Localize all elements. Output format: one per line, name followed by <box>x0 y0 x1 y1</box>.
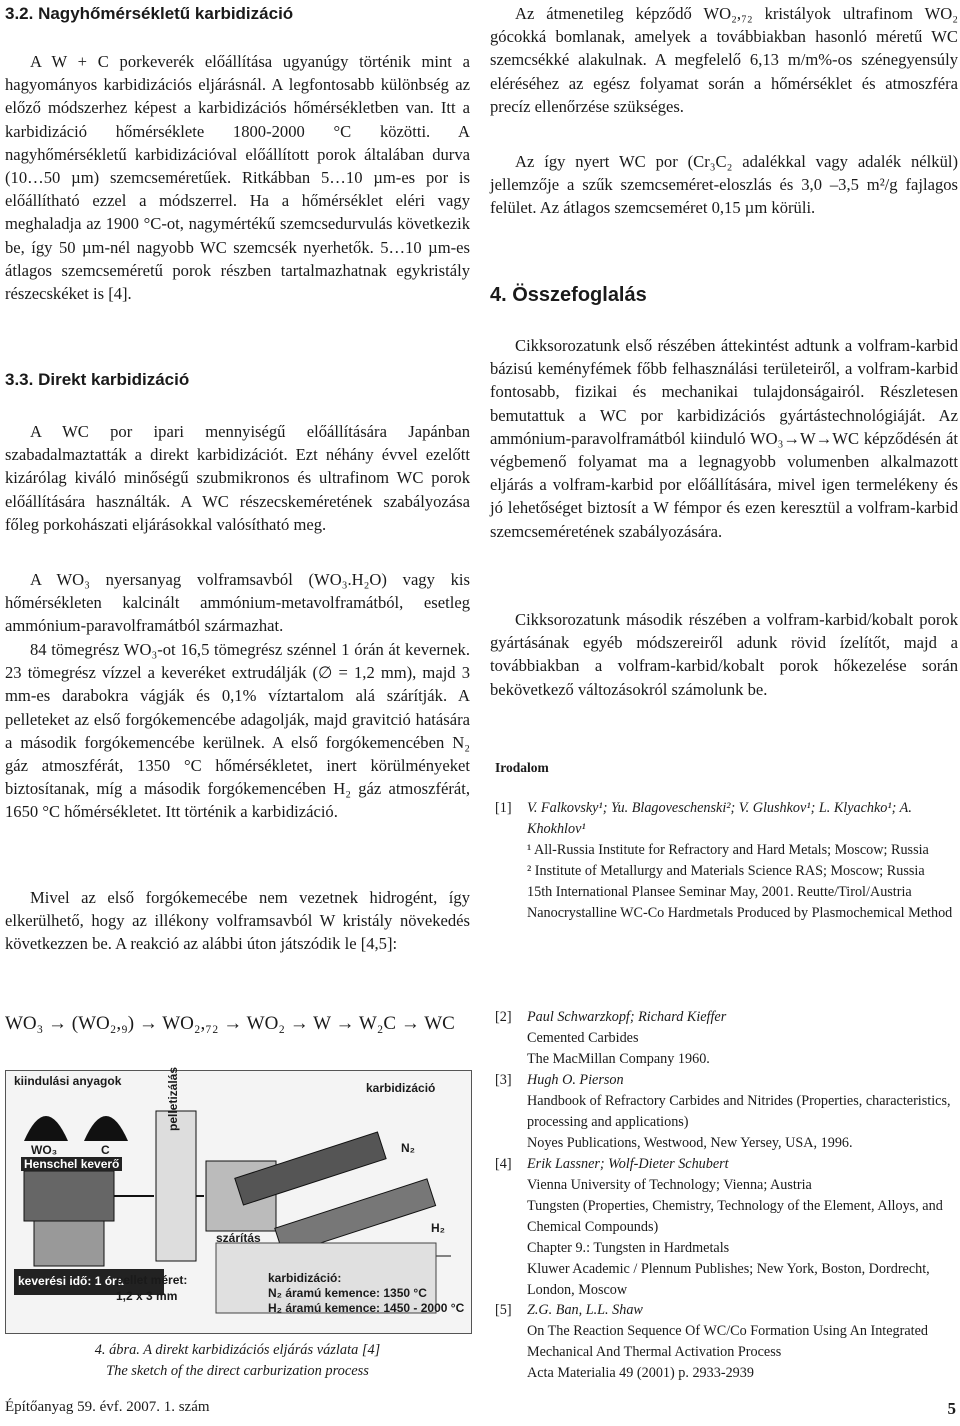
ref-line: On The Reaction Sequence Of WC/Co Formation Using An Integrated Mechanical And Thermal Activation Process <box>527 1323 928 1360</box>
fig-label-c: C <box>101 1143 110 1157</box>
fig-label-wo3: WO₃ <box>31 1143 58 1157</box>
ref-authors: Hugh O. Pierson <box>527 1072 624 1088</box>
ref-line: Handbook of Refractory Carbides and Nitrides (Properties, characteristics, processing and applications) <box>527 1093 951 1130</box>
fig-label-mix-time: keverési idő: 1 óra <box>18 1274 124 1288</box>
process-diagram <box>5 1066 472 1334</box>
section-heading-3-2: 3.2. Nagyhőmérsékletű karbidizáció <box>5 4 294 23</box>
ref-number: [3] <box>495 1072 512 1088</box>
ref-authors: Paul Schwarzkopf; Richard Kieffer <box>527 1009 727 1025</box>
paragraph: A WC por ipari mennyiségű előállítására Japánban szabadalmaztatták a direkt karbidizációt. Ezt néhány évvel ezelőtt kizárólag kiváló minőségű szubmikronos és ultrafinom WC porok előállítására használták. A WC részecskeméretének szabályozása főleg porkohászati eljárásokkal valósítható meg. <box>5 422 470 534</box>
fig-label-h2: H₂ <box>431 1221 445 1235</box>
henschel-mixer-icon <box>24 1171 114 1221</box>
mixer-base-icon <box>34 1221 104 1266</box>
ref-line: Kluwer Academic / Plennum Publishes; New York, Boston, Dordrecht, London, Moscow <box>527 1261 930 1298</box>
ref-authors: V. Falkovsky¹; Yu. Blagoveschenski²; V. Glushkov¹; L. Klyachko¹; A. Khokhlov¹ <box>527 800 912 837</box>
ref-number: [4] <box>495 1156 512 1172</box>
pelletizer-icon <box>156 1111 196 1261</box>
fig-label-mixer: Henschel keverő <box>21 1157 122 1171</box>
paragraph: Cikksorozatunk második részében a volfram-karbid/kobalt porok gyártásának egyéb módszereiről adunk rövid ízelítőt, majd a továbbiakban a volfram-karbid/kobalt porok hőkezelése során bekövetkező változásokról számolunk be. <box>490 610 958 699</box>
figure-caption-hu: 4. ábra. A direkt karbidizációs eljárás vázlata [4] <box>94 1342 381 1358</box>
ref-line: Noyes Publications, Westwood, New Yersey, USA, 1996. <box>527 1135 853 1151</box>
fig-label-start: kiindulási anyagok <box>14 1074 122 1088</box>
ref-authors: Z.G. Ban, L.L. Shaw <box>527 1302 643 1318</box>
section-heading-4: 4. Összefoglalás <box>490 284 647 306</box>
fig-label-carb: karbidizáció <box>366 1081 436 1095</box>
figure-caption-en: The sketch of the direct carburization process <box>106 1363 369 1379</box>
ref-line: Chapter 9.: Tungsten in Hardmetals <box>527 1240 730 1256</box>
reaction-equation: WO₃ → (WO₂,₉) → WO₂,₇₂ → WO₂ → W → W₂C → WC <box>5 1013 455 1034</box>
paragraph: Az átmenetileg képződő WO₂,₇₂ kristályok ultrafinom WO₂ gócokká bomlanak, amelyek a továbbiakban hasonló méretű WC szemcsékké alakulnak. A megfelelő 6,13 m/m%-os szénegyensúly eléréséhez az egész folyamat során a hőmérséklet és atmoszféra precíz ellenőrzése szükséges. <box>490 4 958 116</box>
footer-page-number: 5 <box>947 1399 956 1418</box>
fig-label-pellet: pelletizálás <box>166 1066 180 1131</box>
fig-label-carb-title: karbidizáció: <box>268 1271 342 1285</box>
paragraph: 84 tömegrész WO₃-ot 16,5 tömegrész szénnel 1 órán át kevernek. 23 tömegrész vízzel a keveréket extrudálják (∅ = 1,2 mm), majd 3 mm-es darabokra vágják és 0,1% víztartalom alá szárítják. A pelleteket az első forgókemencébe adagolják, majd gravitció hatására a második forgókemencébe kerülnek. A első forgókemencében N₂ gáz atmoszférát, 1350 °C hőmérsékletet, inert körülményeket biztosítanak, míg a második forgókemencében H₂ gáz atmoszférát, 1650 °C hőmérsékletet. Itt történik a karbidizáció. <box>5 640 470 822</box>
ref-line: Vienna University of Technology; Vienna; Austria <box>527 1177 812 1193</box>
ref-line: Cemented Carbides <box>527 1030 639 1046</box>
paragraph: A WO₃ nyersanyag volframsavból (WO₃.H₂O) vagy kis hőmérsékleten kalcinált ammónium-metavolframátból, esetleg ammónium-paravolframátból származhat. <box>5 570 470 636</box>
fig-label-pellet-size: 1,2 x 3 mm <box>116 1289 178 1303</box>
ref-line: Acta Materialia 49 (2001) p. 2933-2939 <box>527 1365 754 1381</box>
fig-label-carb-line1: N₂ áramú kemence: 1350 °C <box>268 1286 427 1300</box>
ref-line: 15th International Plansee Seminar May, 2001. Reutte/Tirol/Austria <box>527 884 912 900</box>
ref-line: Nanocrystalline WC-Co Hardmetals Produced by Plasmochemical Method <box>527 905 953 921</box>
ref-line: The MacMillan Company 1960. <box>527 1051 710 1067</box>
fig-label-drying: szárítás <box>216 1231 261 1245</box>
ref-line: ¹ All-Russia Institute for Refractory and Hard Metals; Moscow; Russia <box>527 842 929 858</box>
paragraph: Az így nyert WC por (Cr₃C₂ adalékkal vagy adalék nélkül) jellemzője a szűk szemcseméret-eloszlás és 3,0 –3,5 m²/g fajlagos felület. Az átlagos szemcseméret 0,15 µm körüli. <box>490 152 958 218</box>
ref-number: [5] <box>495 1302 512 1318</box>
ref-number: [1] <box>495 800 512 816</box>
references-heading: Irodalom <box>495 760 549 775</box>
fig-label-carb-line2: H₂ áramú kemence: 1450 - 2000 °C <box>268 1301 465 1315</box>
ref-line: Tungsten (Properties, Chemistry, Technology of the Element, Alloys, and Chemical Compounds) <box>527 1198 943 1235</box>
ref-line: ² Institute of Metallurgy and Materials Science RAS; Moscow; Russia <box>527 863 925 879</box>
section-heading-3-3: 3.3. Direkt karbidizáció <box>5 370 190 389</box>
paragraph: Mivel az első forgókemecébe nem vezetnek hidrogént, így elkerülhető, hogy az illékony volframsavból W kristály növekedés következzen be. A reakció az alábbi úton játszódik le [4,5]: <box>5 888 470 954</box>
ref-number: [2] <box>495 1009 512 1025</box>
ref-authors: Erik Lassner; Wolf-Dieter Schubert <box>527 1156 729 1172</box>
paragraph: Cikksorozatunk első részében áttekintést adtunk a volfram-karbid bázisú keményfémek főbb felhasználási területeiről, a volfram-karbid fontosabb, fizikai és mechanikai tulajdonságairól. Részletesen bemutattuk a WC por karbidizációs gyártástechnológiáját. Az ammónium-paravolframátból kiinduló WO₃→W→WC képződésén át végbemenő folyamat ma a legnagyobb volumenben alkalmazott eljárás a volfram-karbid por előállítására, mivel igen termelékeny és jó lehetőséget biztosít a W fémpor és ezen keresztül a volfram-karbid szemcseméretének szabályozására. <box>490 336 958 541</box>
paragraph: A W + C porkeverék előállítása ugyanúgy történik mint a hagyományos karbidizációs eljárásnál. A legfontosabb különbség az előző módszerhez képest a karbidizációs hőmérsékletben van. Itt a karbidizáció hőmérséklete 1800-2000 °C közötti. A nagyhőmérsékletű karbidizációval előállított porok általában durva (10…50 µm) szemcseméretűek. Ritkábban 5…10 µm-es por is előállítható ezzel a módszerrel. Ha a hőmérséklet eléri vagy meghaladja az 1900 °C-ot, nagymértékű szemcsedurvulás következik be, így 50 µm-nél nagyobb WC szemcsék nyerhetők. 5…10 µm-es átlagos szemcseméretű porok részben tartalmazhatnak egykristály részecskéket is [4]. <box>5 52 470 304</box>
fig-label-pellet-size-title: pellet méret: <box>116 1273 188 1287</box>
fig-label-n2: N₂ <box>401 1141 415 1155</box>
footer-journal: Építőanyag 59. évf. 2007. 1. szám <box>5 1399 210 1415</box>
